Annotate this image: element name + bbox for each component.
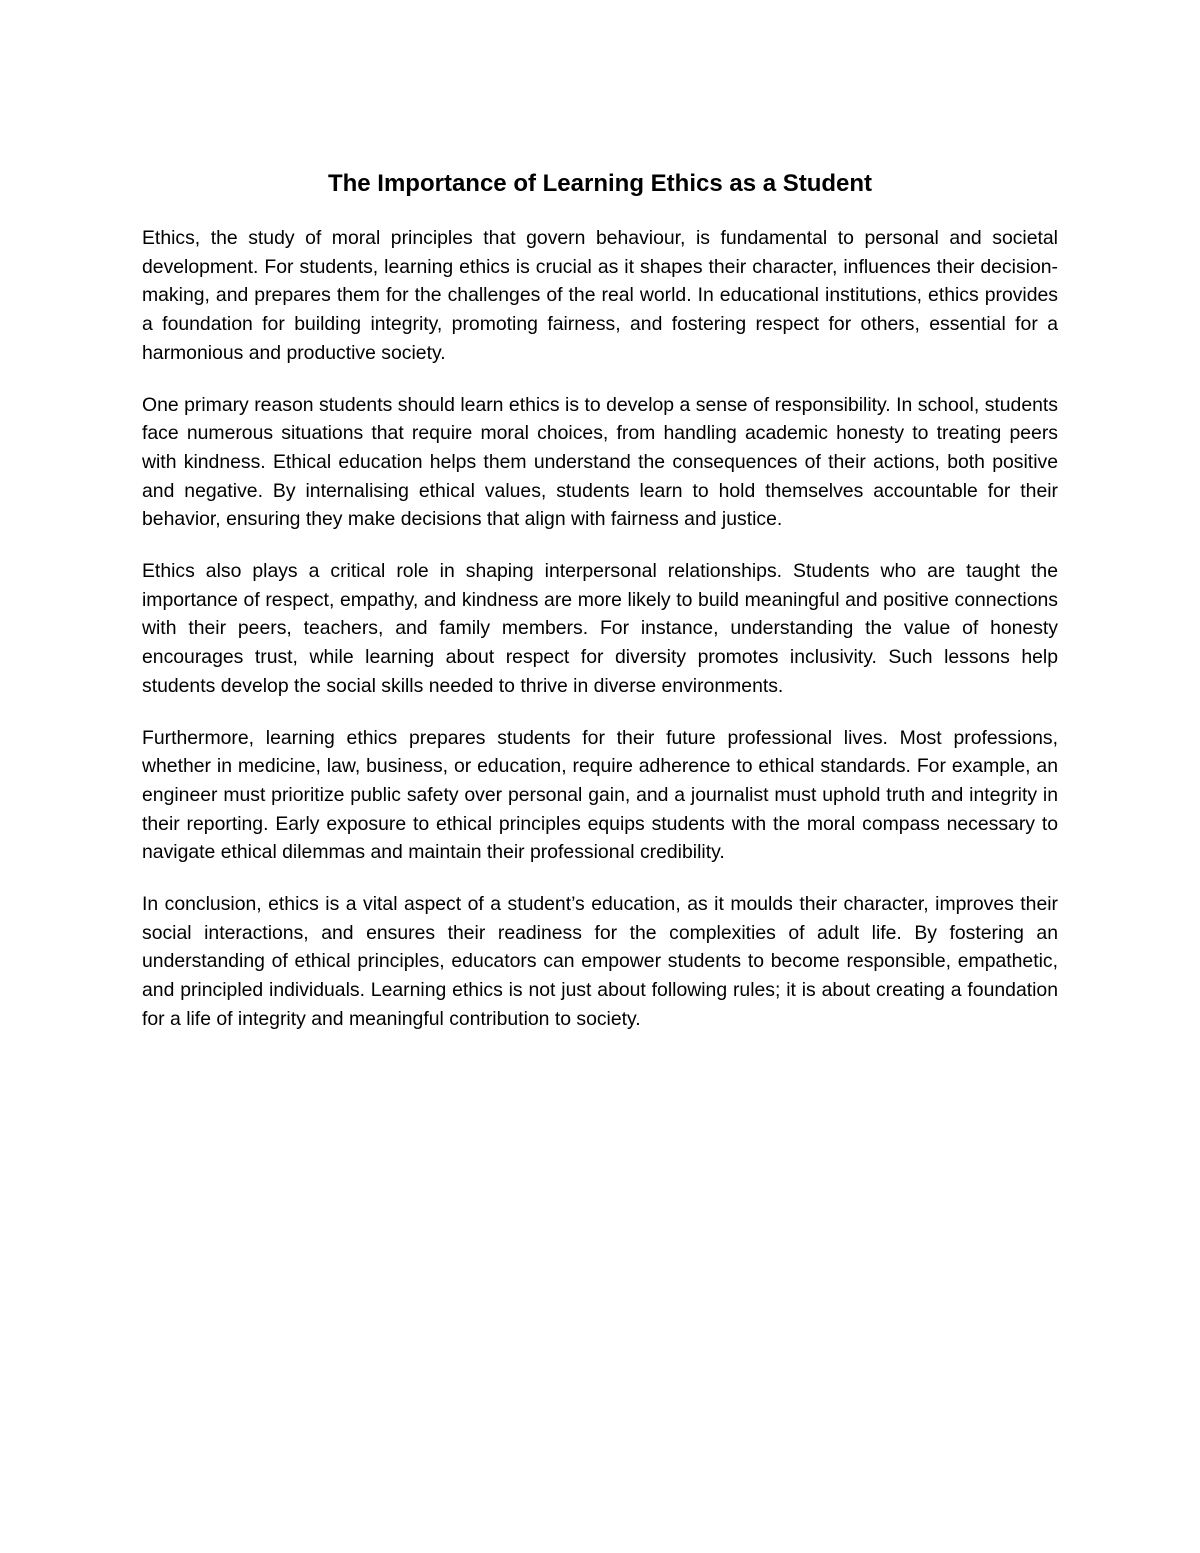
document-title: The Importance of Learning Ethics as a Student	[327, 170, 873, 197]
document-body	[142, 224, 1058, 1057]
paragraph-introduction: Ethics, the study of moral principles that govern behaviour, is fundamental to personal and societal development. For students, learning ethics is crucial as it shapes their character, influences their decision-making, and prepares them for the challenges of the real world. In educational institutions, ethics provides a foundation for building integrity, promoting fairness, and fostering respect for others, essential for a harmonious and productive society.	[142, 227, 1058, 364]
paragraph-relationships: Ethics also plays a critical role in shaping interpersonal relationships. Students who are taught the importance of respect, empathy, and kindness are more likely to build meaningful and positive connections with their peers, teachers, and family members. For instance, understanding the value of honesty encourages trust, while learning about respect for diversity promotes inclusivity. Such lessons help students develop the social skills needed to thrive in diverse environments.	[142, 560, 1058, 697]
paragraph-professional: Furthermore, learning ethics prepares students for their future professional lives. Most professions, whether in medicine, law, business, or education, require adherence to ethical standards. For example, an engineer must prioritize public safety over personal gain, and a journalist must uphold truth and integrity in their reporting. Early exposure to ethical principles equips students with the moral compass necessary to navigate ethical dilemmas and maintain their professional credibility.	[142, 726, 1058, 864]
paragraph-responsibility: One primary reason students should learn ethics is to develop a sense of responsibility. In school, students face numerous situations that require moral choices, from handling academic honesty to treating peers with kindness. Ethical education helps them understand the consequences of their actions, both positive and negative. By internalising ethical values, students learn to hold themselves accountable for their behavior, ensuring they make decisions that align with fairness and justice.	[142, 393, 1058, 531]
paragraph-conclusion: In conclusion, ethics is a vital aspect of a student’s education, as it moulds their character, improves their social interactions, and ensures their readiness for the complexities of adult life. By fostering an understanding of ethical principles, educators can empower students to become responsible, empathetic, and principled individuals. Learning ethics is not just about following rules; it is about creating a foundation for a life of integrity and meaningful contribution to society.	[142, 893, 1058, 1030]
